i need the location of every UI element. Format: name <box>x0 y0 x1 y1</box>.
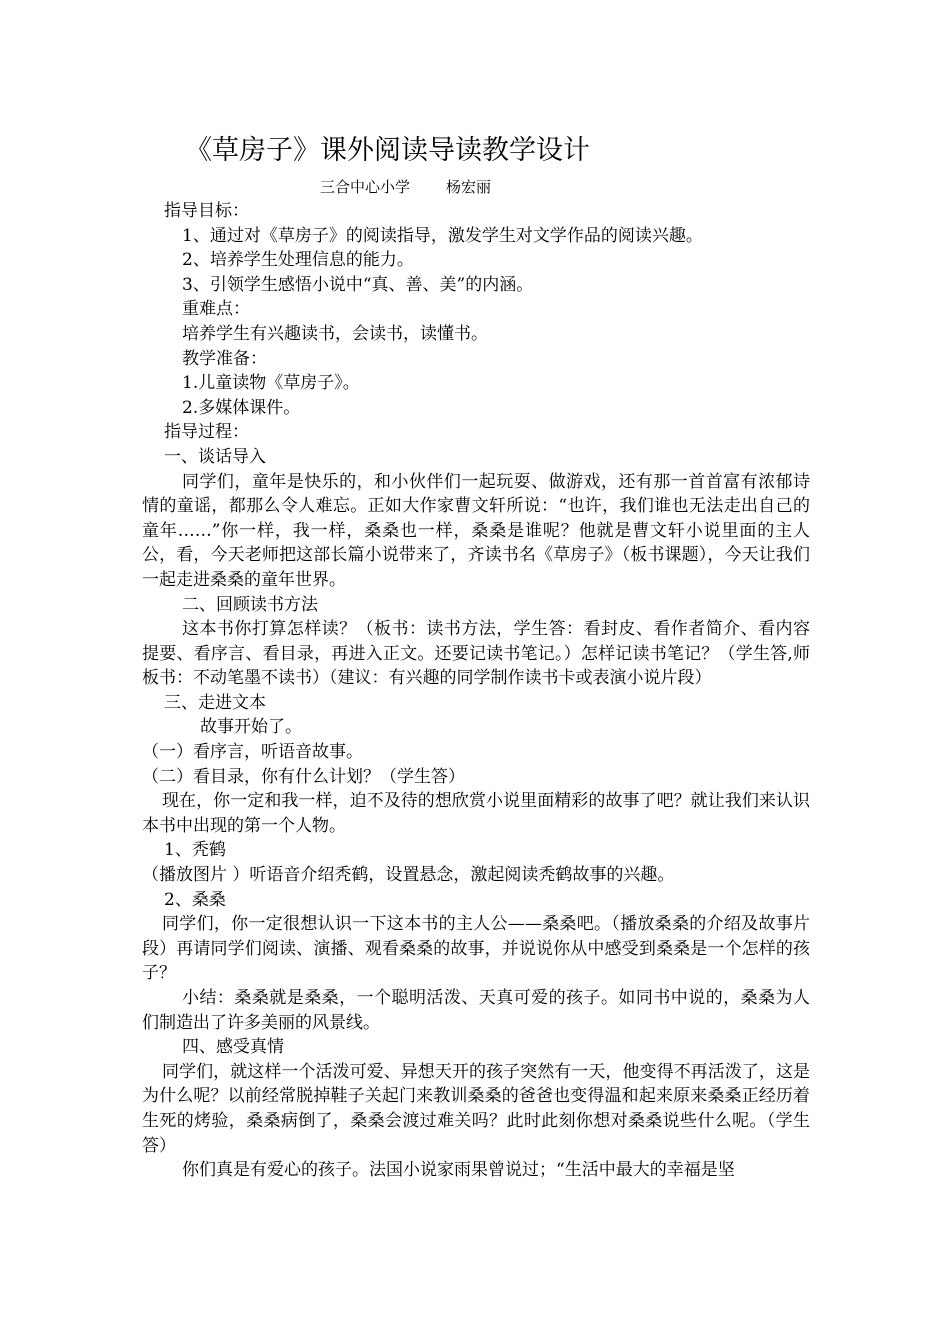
section-heading: 二、回顾读书方法 <box>182 594 318 615</box>
section-heading: 重难点： <box>182 299 250 320</box>
section-heading: 教学准备： <box>182 348 267 369</box>
list-item: 2.多媒体课件。 <box>182 397 301 418</box>
objective-item: 2、培养学生处理信息的能力。 <box>182 250 414 271</box>
paragraph: （播放图片 ）听语音介绍秃鹤，设置悬念，激起阅读秃鹤故事的兴趣。 <box>142 865 675 886</box>
objective-item: 3、引领学生感悟小说中“真、善、美”的内涵。 <box>182 274 534 295</box>
paragraph: 同学们，童年是快乐的，和小伙伴们一起玩耍、做游戏，还有那一首首富有浓郁诗情的童谣，都那么令人难忘。正如大作家曹文轩所说：“也许，我们谁也无法走出自己的童年……”你一样，我一样，桑桑也一样，桑桑是谁呢？他就是曹文轩小说里面的主人公，看，今天老师把这部长篇小说带来了，齐读书名《草房子》（板书课题），今天让我们一起走进桑桑的童年世界。 <box>142 471 810 590</box>
document-title: 《草房子》课外阅读导读教学设计 <box>185 135 590 166</box>
sub-heading: 1、秃鹤 <box>164 840 226 861</box>
paragraph: 故事开始了。 <box>200 717 302 738</box>
section-heading: 指导过程： <box>164 422 249 443</box>
school-name: 三合中心小学 <box>320 178 411 196</box>
document-body <box>142 199 810 1183</box>
section-heading: 四、感受真情 <box>182 1037 284 1058</box>
section-heading: 三、走进文本 <box>164 692 266 713</box>
section-heading: 指导目标： <box>164 201 249 221</box>
objective-item: 1、通过对《草房子》的阅读指导，激发学生对文学作品的阅读兴趣。 <box>182 225 703 246</box>
section-heading: 一、谈话导入 <box>164 446 266 467</box>
byline <box>320 176 491 198</box>
paragraph: 你们真是有爱心的孩子。法国小说家雨果曾说过；“生活中最大的幸福是坚 <box>182 1160 735 1181</box>
paragraph: 培养学生有兴趣读书，会读书，读懂书。 <box>182 323 488 344</box>
sub-heading: 2、桑桑 <box>164 889 226 910</box>
sub-heading: （二）看目录，你有什么计划？（学生答） <box>142 766 465 787</box>
paragraph: 同学们，就这样一个活泼可爱、异想天开的孩子突然有一天，他变得不再活泼了，这是为什么呢？以前经常脱掉鞋子关起门来教训桑桑的爸爸也变得温和起来原来桑桑正经历着生死的烤验，桑桑病倒了，桑桑会渡过难关吗？此时此刻你想对桑桑说些什么呢。（学生答） <box>142 1061 810 1156</box>
paragraph: 这本书你打算怎样读？（板书：读书方法，学生答：看封皮、看作者简介、看内容提要、看序言、看目录，再进入正文。还要记读书笔记。）怎样记读书笔记？（学生答,师板书：不动笔墨不读书）（建议：有兴趣的同学制作读书卡或表演小说片段） <box>142 619 810 689</box>
list-item: 1.儿童读物《草房子》。 <box>182 373 360 394</box>
paragraph: 现在，你一定和我一样，迫不及待的想欣赏小说里面精彩的故事了吧？就让我们来认识本书中出现的第一个人物。 <box>142 791 810 836</box>
paragraph: 小结：桑桑就是桑桑，一个聪明活泼、天真可爱的孩子。如同书中说的，桑桑为人们制造出了许多美丽的风景线。 <box>142 988 810 1033</box>
paragraph: 同学们，你一定很想认识一下这本书的主人公——桑桑吧。（播放桑桑的介绍及故事片段）再请同学们阅读、演播、观看桑桑的故事，并说说你从中感受到桑桑是一个怎样的孩子？ <box>142 914 810 984</box>
author-name: 杨宏丽 <box>446 178 492 196</box>
sub-heading: （一）看序言，听语音故事。 <box>142 742 363 763</box>
